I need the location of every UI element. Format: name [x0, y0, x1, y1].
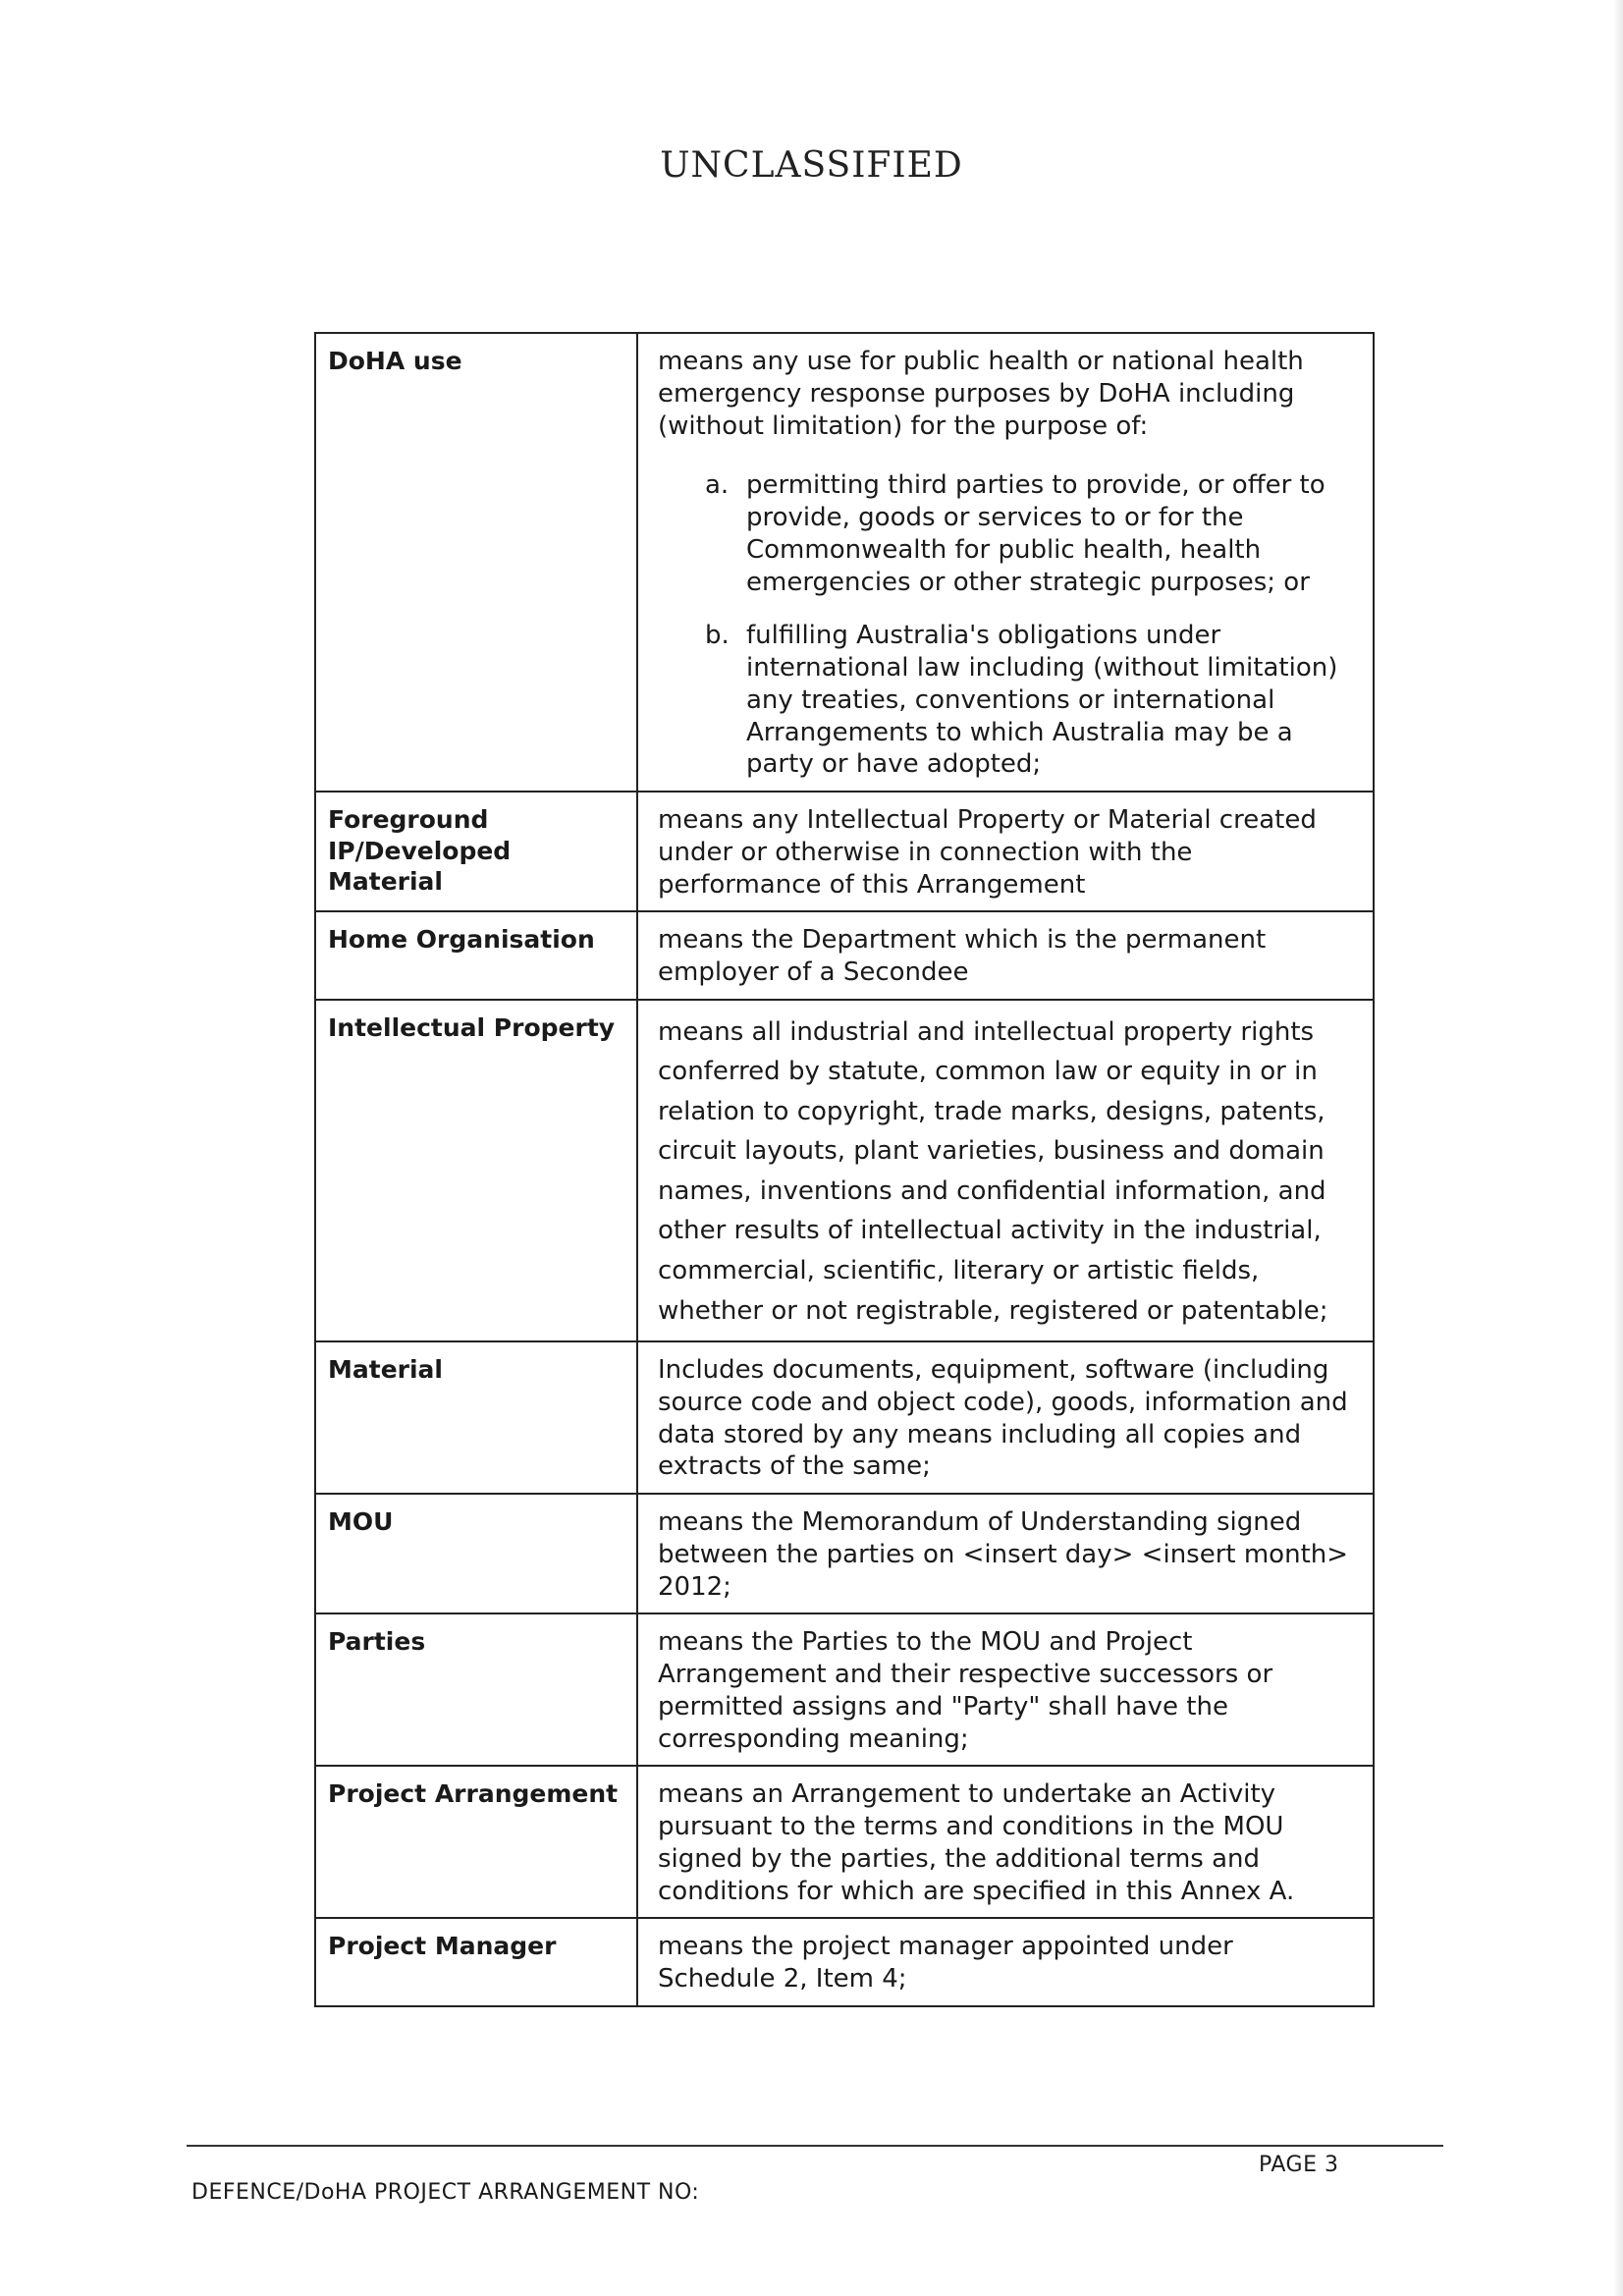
definition-cell: means the project manager appointed under Schedule 2, Item 4;	[637, 1918, 1374, 2006]
definition-list	[658, 469, 1353, 781]
term-cell: Intellectual Property	[315, 1000, 637, 1341]
table-row	[315, 333, 1374, 792]
term-cell: Project Arrangement	[315, 1766, 637, 1918]
list-item-text: permitting third parties to provide, or offer to provide, goods or services to or for the Commonwealth for public health, health emergencies or other strategic purposes; or	[746, 470, 1325, 597]
scan-edge-shadow	[1613, 0, 1623, 2296]
page-number: PAGE 3	[1259, 2153, 1339, 2177]
list-item-text: fulfilling Australia's obligations under international law including (without limitation) any treaties, conventions or international Arrangements to which Australia may be a party or have adopted;	[746, 621, 1338, 780]
definition-cell: means all industrial and intellectual property rights conferred by statute, common law or equity in or in relation to copyright, trade marks, designs, patents, circuit layouts, plant varieties, business and domain names, inventions and confidential information, and other results of intellectual activity in the industrial, commercial, scientific, literary or artistic fields, whether or not registrable, registered or patentable;	[637, 1000, 1374, 1341]
definition-cell: means the Memorandum of Understanding signed between the parties on <insert day> <insert month> 2012;	[637, 1494, 1374, 1613]
table-row	[315, 1341, 1374, 1494]
list-item-label: b.	[705, 621, 730, 651]
table-row	[315, 1494, 1374, 1613]
list-item-label: a.	[705, 470, 730, 501]
definition-cell: Includes documents, equipment, software (including source code and object code), goods, information and data stored by any means including all copies and extracts of the same;	[637, 1341, 1374, 1494]
definition-text: means any use for public health or national health emergency response purposes by DoHA including (without limitation) for the purpose of:	[658, 347, 1304, 441]
table-row	[315, 1766, 1374, 1918]
table-row	[315, 1918, 1374, 2006]
term-cell: Material	[315, 1341, 637, 1494]
list-item	[705, 469, 1353, 598]
definitions-table	[314, 332, 1375, 2007]
footer-document-title: DEFENCE/DoHA PROJECT ARRANGEMENT NO:	[191, 2180, 700, 2205]
term-cell: Foreground IP/Developed Material	[315, 792, 637, 911]
list-item	[705, 620, 1353, 781]
term-cell: MOU	[315, 1494, 637, 1613]
table-row	[315, 1000, 1374, 1341]
term-cell: DoHA use	[315, 333, 637, 792]
table-row	[315, 1613, 1374, 1766]
table-row	[315, 792, 1374, 911]
term-cell: Parties	[315, 1613, 637, 1766]
definition-cell: means the Parties to the MOU and Project Arrangement and their respective successors or permitted assigns and "Party" shall have the corresponding meaning;	[637, 1613, 1374, 1766]
term-cell: Project Manager	[315, 1918, 637, 2006]
definition-cell: means the Department which is the permanent employer of a Secondee	[637, 911, 1374, 1000]
definition-cell	[637, 333, 1374, 792]
term-cell: Home Organisation	[315, 911, 637, 1000]
definition-cell: means any Intellectual Property or Material created under or otherwise in connection with the performance of this Arrangement	[637, 792, 1374, 911]
classification-header: UNCLASSIFIED	[660, 145, 963, 186]
table-row	[315, 911, 1374, 1000]
footer-divider	[187, 2145, 1443, 2147]
definition-cell: means an Arrangement to undertake an Activity pursuant to the terms and conditions in the MOU signed by the parties, the additional terms and conditions for which are specified in this Annex A.	[637, 1766, 1374, 1918]
